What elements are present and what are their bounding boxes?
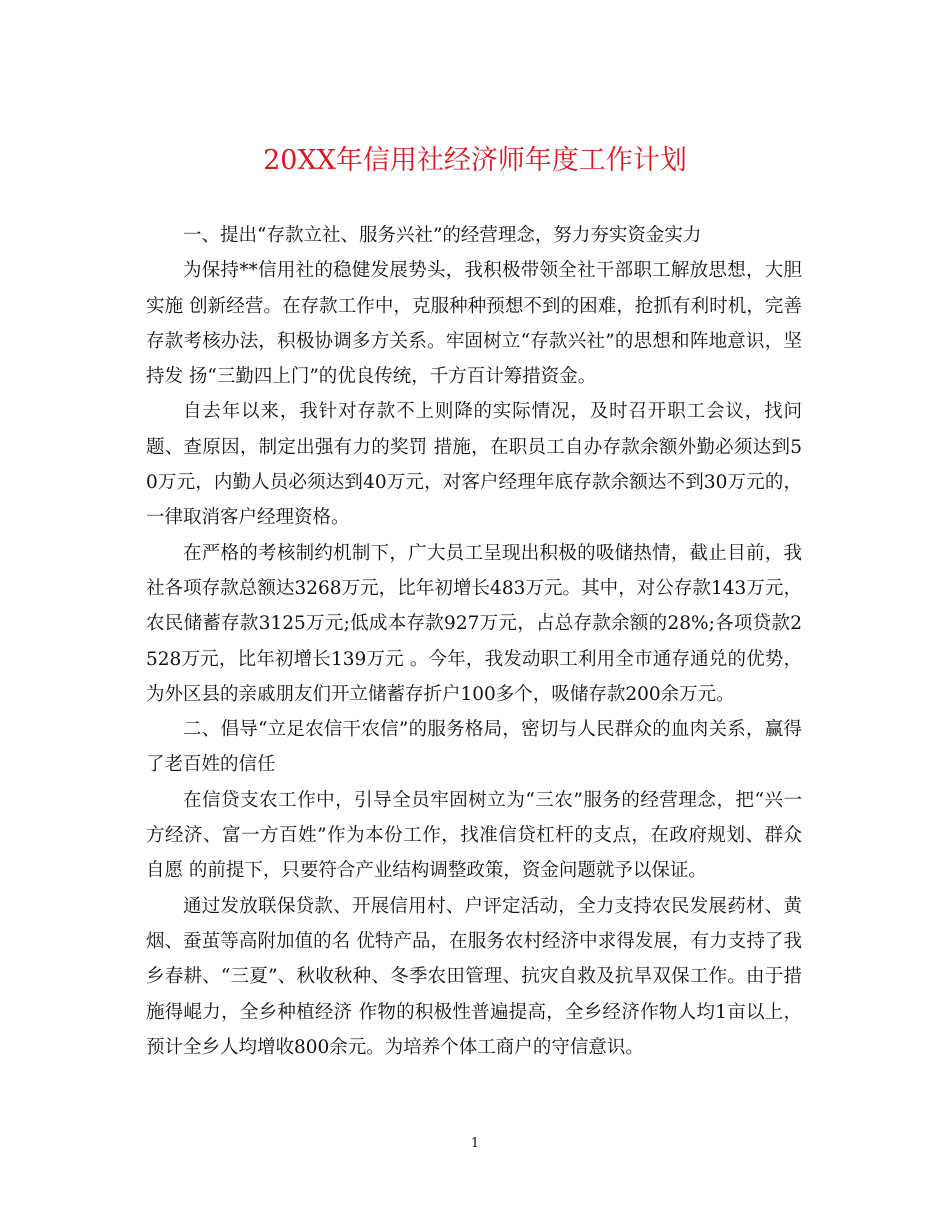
- paragraph-deposit-results: 在严格的考核制约机制下，广大员工呈现出积极的吸储热情，截止目前，我社各项存款总额达3268万元，比年初增长483万元。其中，对公存款143万元，农民储蓄存款3125万元;低成本存款927万元，占总存款余额的28%;各项贷款2528万元，比年初增长139万元 。今年，我发动职工利用全市通存通兑的优势，为外区县的亲戚朋友们开立储蓄存折户100多个，吸储存款200余万元。: [146, 542, 802, 705]
- page-number: 1: [470, 1136, 480, 1151]
- paragraph-incentive-measures: 自去年以来，我针对存款不上则降的实际情况，及时召开职工会议，找问题、查原因，制定出强有力的奖罚 措施，在职员工自办存款余额外勤必须达到50万元，内勤人员必须达到40万元，对客户经理年底存款余额达不到30万元的，一律取消客户经理资格。: [146, 401, 802, 529]
- paragraph-loan-activities: 通过发放联保贷款、开展信用村、户评定活动，全力支持农民发展药材、黄烟、蚕茧等高附加值的名 优特产品，在服务农村经济中求得发展，有力支持了我乡春耕、“三夏”、秋收秋种、冬季农田管理、抗灾自救及抗旱双保工作。由于措施得崐力，全乡种植经济 作物的积极性普遍提高，全乡经济作物人均1亩以上，预计全乡人均增收800余元。为培养个体工商户的守信意识。: [146, 895, 802, 1058]
- document-title: 20XX年信用社经济师年度工作计划: [263, 145, 687, 176]
- paragraph-deposit-strategy: 为保持**信用社的稳健发展势头，我积极带领全社干部职工解放思想，大胆实施 创新经营。在存款工作中，克服种种预想不到的困难，抢抓有利时机，完善存款考核办法，积极协调多方关系。牢固树立“存款兴社”的思想和阵地意识，坚持发 扬“三勤四上门”的优良传统，千方百计筹措资金。: [146, 260, 802, 388]
- section-heading-2: 二、倡导“立足农信干农信”的服务格局，密切与人民群众的血肉关系，赢得了老百姓的信任: [146, 719, 802, 776]
- paragraph-credit-support: 在信贷支农工作中，引导全员牢固树立为“三农”服务的经营理念，把“兴一方经济、富一方百姓”作为本份工作，找准信贷杠杆的支点，在政府规划、群众自愿 的前提下，只要符合产业结构调整政策，资金问题就予以保证。: [146, 789, 802, 882]
- section-heading-1: 一、提出“存款立社、服务兴社”的经营理念，努力夯实资金实力: [183, 225, 702, 246]
- document-body: [146, 218, 802, 1065]
